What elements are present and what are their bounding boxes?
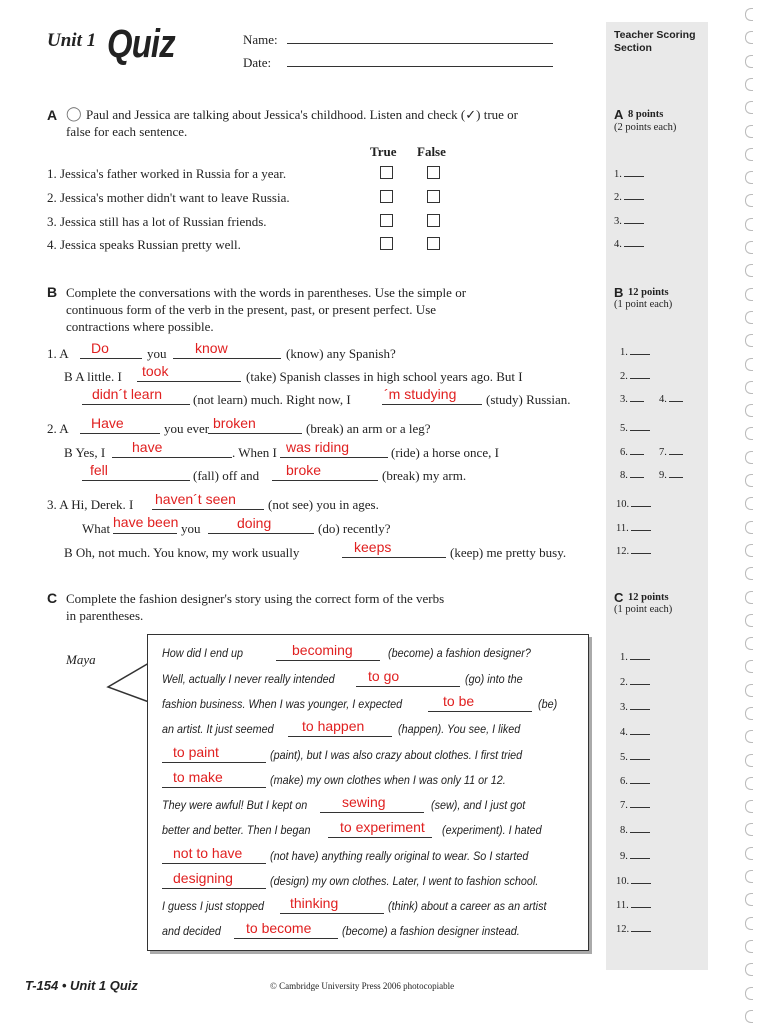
checkbox-false-3[interactable]	[427, 214, 440, 227]
score-a-3: 3.	[614, 216, 644, 227]
b-l4a: 2. A	[47, 421, 69, 436]
blank-b5[interactable]	[382, 403, 482, 405]
score-b-2: 2.	[620, 371, 650, 382]
score-b-8: 8.	[620, 470, 644, 481]
story-text-pre: fashion business. When I was younger, I expected	[162, 697, 403, 711]
binding-ring	[745, 521, 753, 534]
audio-icon: ◯	[66, 107, 82, 122]
copyright: © Cambridge University Press 2006 photocopiable	[270, 981, 455, 991]
b-l9a: B Oh, not much. You know, my work usually	[64, 545, 300, 560]
answer-c4: to happen	[302, 718, 365, 734]
score-c-4: 4.	[620, 727, 650, 738]
binding-ring	[745, 777, 753, 790]
answer-b9: was riding	[286, 439, 350, 455]
answer-c2: to go	[368, 668, 400, 684]
blank-b11[interactable]	[272, 479, 378, 481]
checkbox-true-4[interactable]	[380, 237, 393, 250]
score-b-11: 11.	[616, 523, 651, 534]
binding-ring	[745, 171, 753, 184]
blank-b4[interactable]	[82, 403, 190, 405]
answer-b13: have been	[113, 514, 179, 530]
score-a-points: 8 points	[628, 109, 664, 120]
score-b-6: 6.	[620, 447, 644, 458]
story-text-post: (become) a fashion designer instead.	[342, 924, 520, 938]
binding-ring	[745, 194, 753, 207]
binding-ring	[745, 288, 753, 301]
col-false: False	[417, 144, 446, 159]
score-b-5: 5.	[620, 423, 650, 434]
b-l8b: you	[181, 521, 201, 536]
blank-b15[interactable]	[342, 556, 446, 558]
score-a-each: (2 points each)	[614, 122, 677, 133]
blank-c12[interactable]	[234, 937, 338, 939]
score-c-11: 11.	[616, 900, 651, 911]
story-text-pre: They were awful! But I kept on	[162, 798, 308, 812]
binding-ring	[745, 78, 753, 91]
binding-ring	[745, 218, 753, 231]
score-a-1: 1.	[614, 169, 644, 180]
scoring-title: Teacher Scoring Section	[614, 29, 696, 54]
blank-c3[interactable]	[428, 710, 532, 712]
answer-c6: to make	[173, 769, 223, 785]
name-label: Name:	[243, 32, 278, 47]
answer-b15: keeps	[354, 539, 392, 555]
binding-ring	[745, 125, 753, 138]
binding-ring	[745, 31, 753, 44]
b-l7a: 3. A Hi, Derek. I	[47, 497, 134, 512]
binding-ring	[745, 497, 753, 510]
story-text-pre: Well, actually I never really intended	[162, 672, 335, 686]
binding-ring	[745, 870, 753, 883]
b-l1a: 1. A	[47, 346, 69, 361]
checkbox-false-4[interactable]	[427, 237, 440, 250]
section-c-instruction: Complete the fashion designer's story using the correct form of the verbs	[66, 591, 445, 606]
story-text-post: (make) my own clothes when I was only 11 or 12.	[270, 773, 506, 787]
blank-c10[interactable]	[162, 887, 266, 889]
b-l4c: (break) an arm or a leg?	[306, 421, 431, 436]
binding-ring	[745, 148, 753, 161]
blank-b13[interactable]	[113, 532, 177, 534]
story-text-pre: and decided	[162, 924, 221, 938]
story-text-post: (happen). You see, I liked	[398, 722, 521, 736]
b-l4b: you ever	[164, 421, 210, 436]
blank-c5[interactable]	[162, 761, 266, 763]
b-l1c: (know) any Spanish?	[286, 346, 396, 361]
answer-b3: took	[142, 363, 169, 379]
section-c-instruction-2: in parentheses.	[66, 608, 144, 623]
blank-b1[interactable]	[80, 357, 142, 359]
answer-b12: haven´t seen	[155, 491, 236, 507]
binding-ring	[745, 684, 753, 697]
story-text-post: (paint), but I was also crazy about clothes. I first tried	[270, 748, 523, 762]
section-c-letter: C	[47, 590, 58, 606]
binding-ring	[745, 404, 753, 417]
page-footer: T-154 • Unit 1 Quiz	[25, 978, 138, 993]
quiz-title: Quiz	[107, 22, 175, 66]
binding-ring	[745, 614, 753, 627]
binding-ring	[745, 241, 753, 254]
blank-b2[interactable]	[173, 357, 281, 359]
story-text-pre: How did I end up	[162, 646, 244, 660]
b-l2b: (take) Spanish classes in high school years ago. But I	[246, 369, 523, 384]
binding-ring	[745, 591, 753, 604]
answer-c10: designing	[173, 870, 233, 886]
binding-ring	[745, 55, 753, 68]
blank-c7[interactable]	[320, 811, 424, 813]
b-l5c: (ride) a horse once, I	[391, 445, 499, 460]
answer-b10: fell	[90, 462, 108, 478]
story-text-post: (not have) anything really original to wear. So I started	[270, 849, 529, 863]
name-field[interactable]	[287, 42, 553, 44]
binding-ring	[745, 427, 753, 440]
answer-b1: Do	[91, 340, 109, 356]
answer-c12: to become	[246, 920, 312, 936]
b-l6a: (fall) off and	[193, 468, 260, 483]
score-b-4: 4.	[659, 394, 683, 405]
score-a-2: 2.	[614, 192, 644, 203]
blank-b3[interactable]	[137, 380, 241, 382]
score-a-letter: A	[614, 107, 624, 122]
score-b-letter: B	[614, 285, 624, 300]
score-b-3: 3.	[620, 394, 644, 405]
story-text-pre: an artist. It just seemed	[162, 722, 274, 736]
answer-b11: broke	[286, 462, 322, 478]
binding-ring	[745, 800, 753, 813]
date-label: Date:	[243, 55, 272, 70]
binding-ring	[745, 707, 753, 720]
section-b-instruction-2: continuous form of the verb in the present, past, or present perfect. Use	[66, 302, 437, 317]
b-l7b: (not see) you in ages.	[268, 497, 379, 512]
answer-b2: know	[195, 340, 228, 356]
blank-b6[interactable]	[80, 432, 160, 434]
section-a-instruction: Paul and Jessica are talking about Jessica's childhood. Listen and check (✓) true or	[86, 107, 518, 122]
score-c-2: 2.	[620, 677, 650, 688]
col-true: True	[370, 144, 397, 159]
score-b-1: 1.	[620, 347, 650, 358]
unit-label: Unit 1	[47, 30, 97, 51]
answer-b7: broken	[213, 415, 256, 431]
b-l1b: you	[147, 346, 167, 361]
binding-ring	[745, 917, 753, 930]
blank-b8[interactable]	[112, 456, 232, 458]
section-b-instruction: Complete the conversations with the words in parentheses. Use the simple or	[66, 285, 467, 300]
score-b-10: 10.	[616, 499, 651, 510]
blank-c9[interactable]	[162, 862, 266, 864]
binding-ring	[745, 381, 753, 394]
binding-ring	[745, 474, 753, 487]
binding-ring	[745, 358, 753, 371]
checkbox-true-2[interactable]	[380, 190, 393, 203]
speaker-label: Maya	[66, 652, 96, 667]
score-c-9: 9.	[620, 851, 650, 862]
b-l5b: . When I	[232, 445, 277, 460]
answer-c3: to be	[443, 693, 475, 709]
story-text-post: (become) a fashion designer?	[388, 646, 531, 660]
binding-ring	[745, 823, 753, 836]
binding-ring	[745, 730, 753, 743]
score-c-10: 10.	[616, 876, 651, 887]
answer-c7: sewing	[342, 794, 386, 810]
checkbox-false-1[interactable]	[427, 166, 440, 179]
date-field[interactable]	[287, 65, 553, 67]
binding-ring	[745, 101, 753, 114]
a-item-3: 3. Jessica still has a lot of Russian friends.	[47, 214, 267, 229]
binding-ring	[745, 1010, 753, 1023]
answer-b5: ´m studying	[384, 386, 457, 402]
binding-ring	[745, 847, 753, 860]
answer-c9: not to have	[173, 845, 243, 861]
blank-b12[interactable]	[152, 508, 264, 510]
binding-ring	[745, 987, 753, 1000]
binding-ring	[745, 334, 753, 347]
score-b-each: (1 point each)	[614, 299, 673, 310]
blank-c1[interactable]	[276, 659, 380, 661]
section-b-letter: B	[47, 284, 58, 300]
answer-c11: thinking	[290, 895, 339, 911]
score-c-5: 5.	[620, 752, 650, 763]
binding-ring	[745, 660, 753, 673]
score-b-points: 12 points	[628, 287, 669, 298]
story-text-pre: I guess I just stopped	[162, 899, 265, 913]
binding-ring	[745, 264, 753, 277]
blank-c6[interactable]	[162, 786, 266, 788]
story-text-pre: better and better. Then I began	[162, 823, 311, 837]
answer-b6: Have	[91, 415, 124, 431]
checkbox-true-1[interactable]	[380, 166, 393, 179]
score-c-8: 8.	[620, 825, 650, 836]
blank-b14[interactable]	[208, 532, 314, 534]
score-c-points: 12 points	[628, 592, 669, 603]
binding-ring	[745, 311, 753, 324]
blank-c2[interactable]	[356, 685, 460, 687]
b-l8c: (do) recently?	[318, 521, 391, 536]
score-c-each: (1 point each)	[614, 604, 673, 615]
binding-ring	[745, 544, 753, 557]
b-l5a: B Yes, I	[64, 445, 106, 460]
blank-b9[interactable]	[280, 456, 388, 458]
story-text-post: (think) about a career as an artist	[388, 899, 547, 913]
binding-ring	[745, 637, 753, 650]
score-c-letter: C	[614, 590, 624, 605]
score-b-7: 7.	[659, 447, 683, 458]
score-c-12: 12.	[616, 924, 651, 935]
section-b-instruction-3: contractions where possible.	[66, 319, 214, 334]
checkbox-true-3[interactable]	[380, 214, 393, 227]
story-text-post: (be)	[538, 697, 558, 711]
answer-b4: didn´t learn	[92, 386, 163, 402]
score-c-3: 3.	[620, 702, 650, 713]
b-l2a: B A little. I	[64, 369, 122, 384]
story-text-post: (design) my own clothes. Later, I went to fashion school.	[270, 874, 539, 888]
binding-ring	[745, 893, 753, 906]
b-l3a: (not learn) much. Right now, I	[193, 392, 351, 407]
binding-ring	[745, 940, 753, 953]
section-a-instruction-2: false for each sentence.	[66, 124, 188, 139]
story-text-post: (go) into the	[465, 672, 523, 686]
blank-c4[interactable]	[288, 735, 392, 737]
binding-ring	[745, 8, 753, 21]
a-item-2: 2. Jessica's mother didn't want to leave Russia.	[47, 190, 290, 205]
score-c-1: 1.	[620, 652, 650, 663]
score-c-6: 6.	[620, 776, 650, 787]
blank-c8[interactable]	[328, 836, 432, 838]
score-b-12: 12.	[616, 546, 651, 557]
score-b-9: 9.	[659, 470, 683, 481]
binding-ring	[745, 963, 753, 976]
checkbox-false-2[interactable]	[427, 190, 440, 203]
story-text-post: (sew), and I just got	[431, 798, 526, 812]
b-l8a: What	[82, 521, 111, 536]
score-c-7: 7.	[620, 800, 650, 811]
blank-c11[interactable]	[280, 912, 384, 914]
score-a-4: 4.	[614, 239, 644, 250]
answer-b14: doing	[237, 515, 272, 531]
a-item-1: 1. Jessica's father worked in Russia for a year.	[47, 166, 287, 181]
answer-c8: to experiment	[340, 819, 425, 835]
b-l3b: (study) Russian.	[486, 392, 571, 407]
b-l6b: (break) my arm.	[382, 468, 467, 483]
binding-ring	[745, 451, 753, 464]
answer-b8: have	[132, 439, 163, 455]
a-item-4: 4. Jessica speaks Russian pretty well.	[47, 237, 241, 252]
blank-b7[interactable]	[208, 432, 302, 434]
binding-ring	[745, 754, 753, 767]
blank-b10[interactable]	[82, 479, 190, 481]
b-l9b: (keep) me pretty busy.	[450, 545, 567, 560]
answer-c5: to paint	[173, 744, 219, 760]
binding-ring	[745, 567, 753, 580]
story-text-post: (experiment). I hated	[442, 823, 542, 837]
answer-c1: becoming	[292, 642, 353, 658]
section-a-letter: A	[47, 107, 58, 123]
